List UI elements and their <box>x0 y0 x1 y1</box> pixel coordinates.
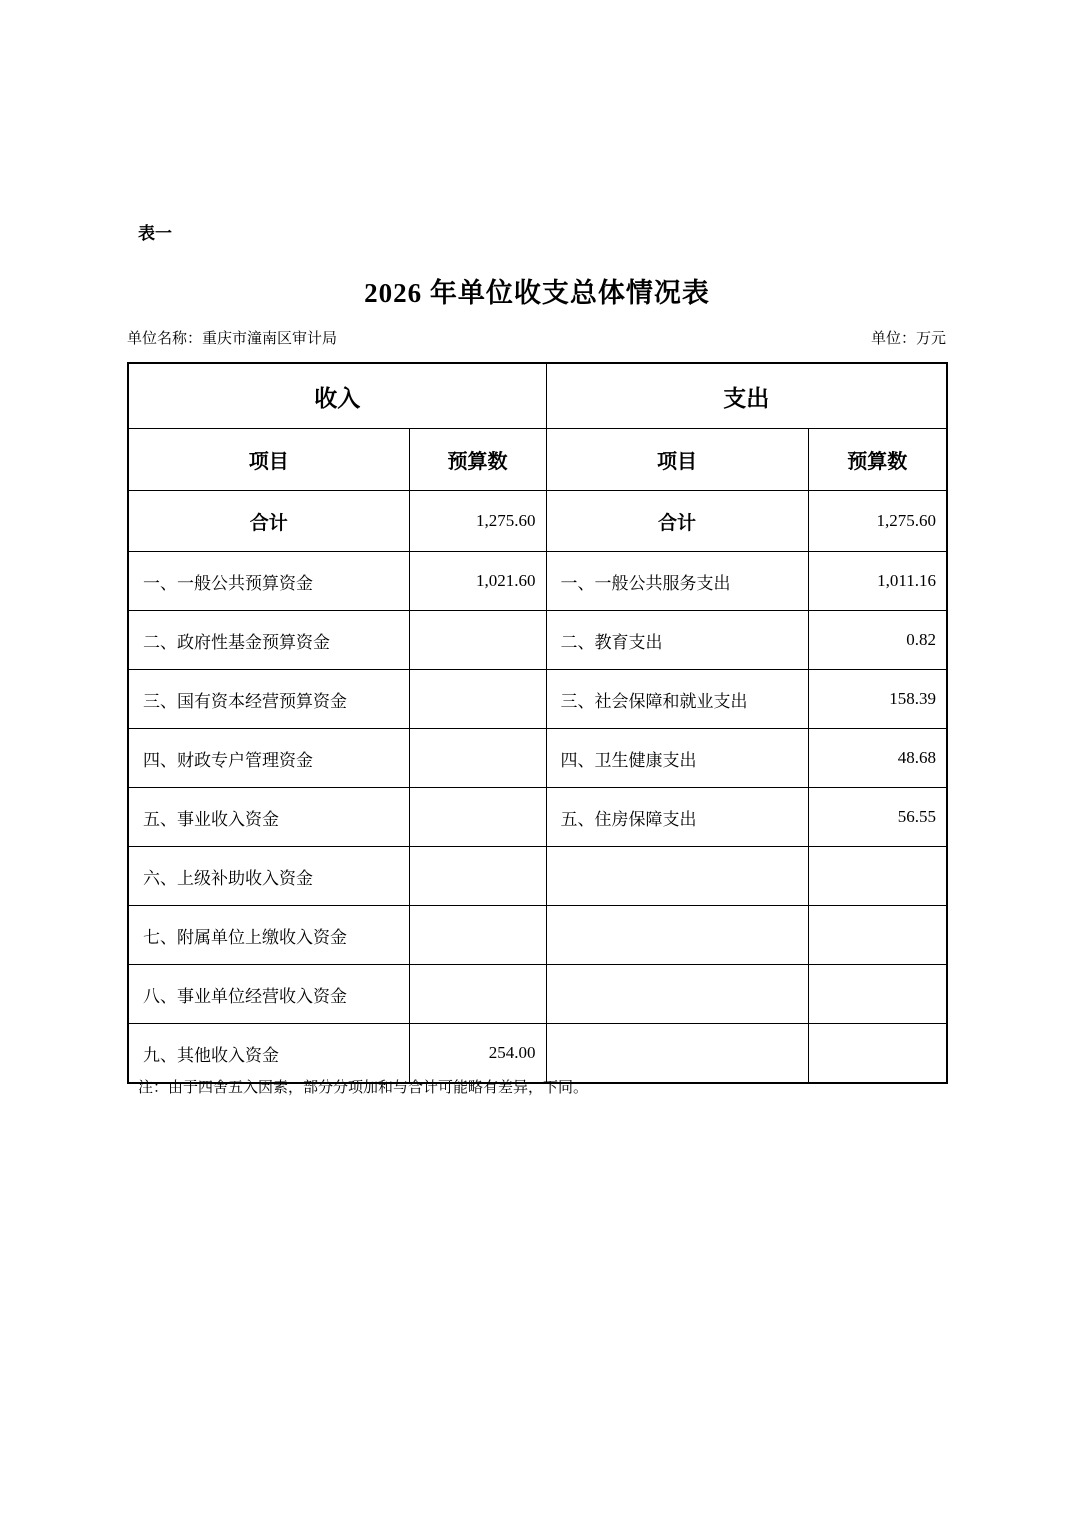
budget-table <box>127 362 948 1084</box>
table-row <box>128 847 947 906</box>
table-row <box>128 788 947 847</box>
expenditure-budget-column-header: 预算数 <box>808 429 947 491</box>
income-item-column-header: 项目 <box>128 429 409 491</box>
income-value-cell: 254.00 <box>409 1024 546 1084</box>
expenditure-value-cell <box>808 906 947 965</box>
table-row <box>128 611 947 670</box>
income-budget-column-header: 预算数 <box>409 429 546 491</box>
income-value-cell <box>409 670 546 729</box>
expenditure-item-cell <box>546 965 808 1024</box>
table-row <box>128 729 947 788</box>
income-item-cell: 一、一般公共预算资金 <box>128 552 409 611</box>
table-row <box>128 906 947 965</box>
table-row <box>128 552 947 611</box>
footnote: 注：由于四舍五入因素，部分分项加和与合计可能略有差异，下同。 <box>138 1080 589 1096</box>
income-item-cell: 四、财政专户管理资金 <box>128 729 409 788</box>
income-item-cell: 八、事业单位经营收入资金 <box>128 965 409 1024</box>
income-item-cell: 七、附属单位上缴收入资金 <box>128 906 409 965</box>
expenditure-item-cell: 三、社会保障和就业支出 <box>546 670 808 729</box>
meta-row <box>127 327 946 348</box>
unit-name-label: 单位名称：重庆市潼南区审计局 <box>127 331 338 347</box>
expenditure-item-cell: 五、住房保障支出 <box>546 788 808 847</box>
expenditure-item-cell <box>546 906 808 965</box>
income-value-cell <box>409 906 546 965</box>
income-total-value: 1,275.60 <box>409 491 546 552</box>
expenditure-item-cell: 一、一般公共服务支出 <box>546 552 808 611</box>
expenditure-value-cell: 1,011.16 <box>808 552 947 611</box>
expenditure-total-label: 合计 <box>546 491 808 552</box>
unit-of-measure-label: 单位：万元 <box>870 331 946 347</box>
expenditure-value-cell: 48.68 <box>808 729 947 788</box>
column-header-row <box>128 429 947 491</box>
table-row <box>128 965 947 1024</box>
section-header-row <box>128 363 947 429</box>
expenditure-item-cell <box>546 847 808 906</box>
expenditure-value-cell <box>808 965 947 1024</box>
table-row <box>128 670 947 729</box>
expenditure-item-cell: 二、教育支出 <box>546 611 808 670</box>
expenditure-item-cell: 四、卫生健康支出 <box>546 729 808 788</box>
table-row <box>128 1024 947 1084</box>
expenditure-value-cell <box>808 1024 947 1084</box>
income-value-cell <box>409 729 546 788</box>
income-item-cell: 五、事业收入资金 <box>128 788 409 847</box>
income-section-header: 收入 <box>128 363 546 429</box>
expenditure-value-cell: 158.39 <box>808 670 947 729</box>
income-value-cell: 1,021.60 <box>409 552 546 611</box>
expenditure-value-cell <box>808 847 947 906</box>
income-item-cell: 三、国有资本经营预算资金 <box>128 670 409 729</box>
income-value-cell <box>409 847 546 906</box>
expenditure-value-cell: 56.55 <box>808 788 947 847</box>
income-item-cell: 九、其他收入资金 <box>128 1024 409 1084</box>
total-row <box>128 491 947 552</box>
expenditure-item-column-header: 项目 <box>546 429 808 491</box>
income-item-cell: 二、政府性基金预算资金 <box>128 611 409 670</box>
expenditure-section-header: 支出 <box>546 363 947 429</box>
income-total-label: 合计 <box>128 491 409 552</box>
income-value-cell <box>409 788 546 847</box>
income-item-cell: 六、上级补助收入资金 <box>128 847 409 906</box>
income-value-cell <box>409 965 546 1024</box>
page-title: 2026 年单位收支总体情况表 <box>364 278 710 308</box>
table-number-label: 表一 <box>138 224 172 243</box>
expenditure-total-value: 1,275.60 <box>808 491 947 552</box>
expenditure-item-cell <box>546 1024 808 1084</box>
income-value-cell <box>409 611 546 670</box>
expenditure-value-cell: 0.82 <box>808 611 947 670</box>
